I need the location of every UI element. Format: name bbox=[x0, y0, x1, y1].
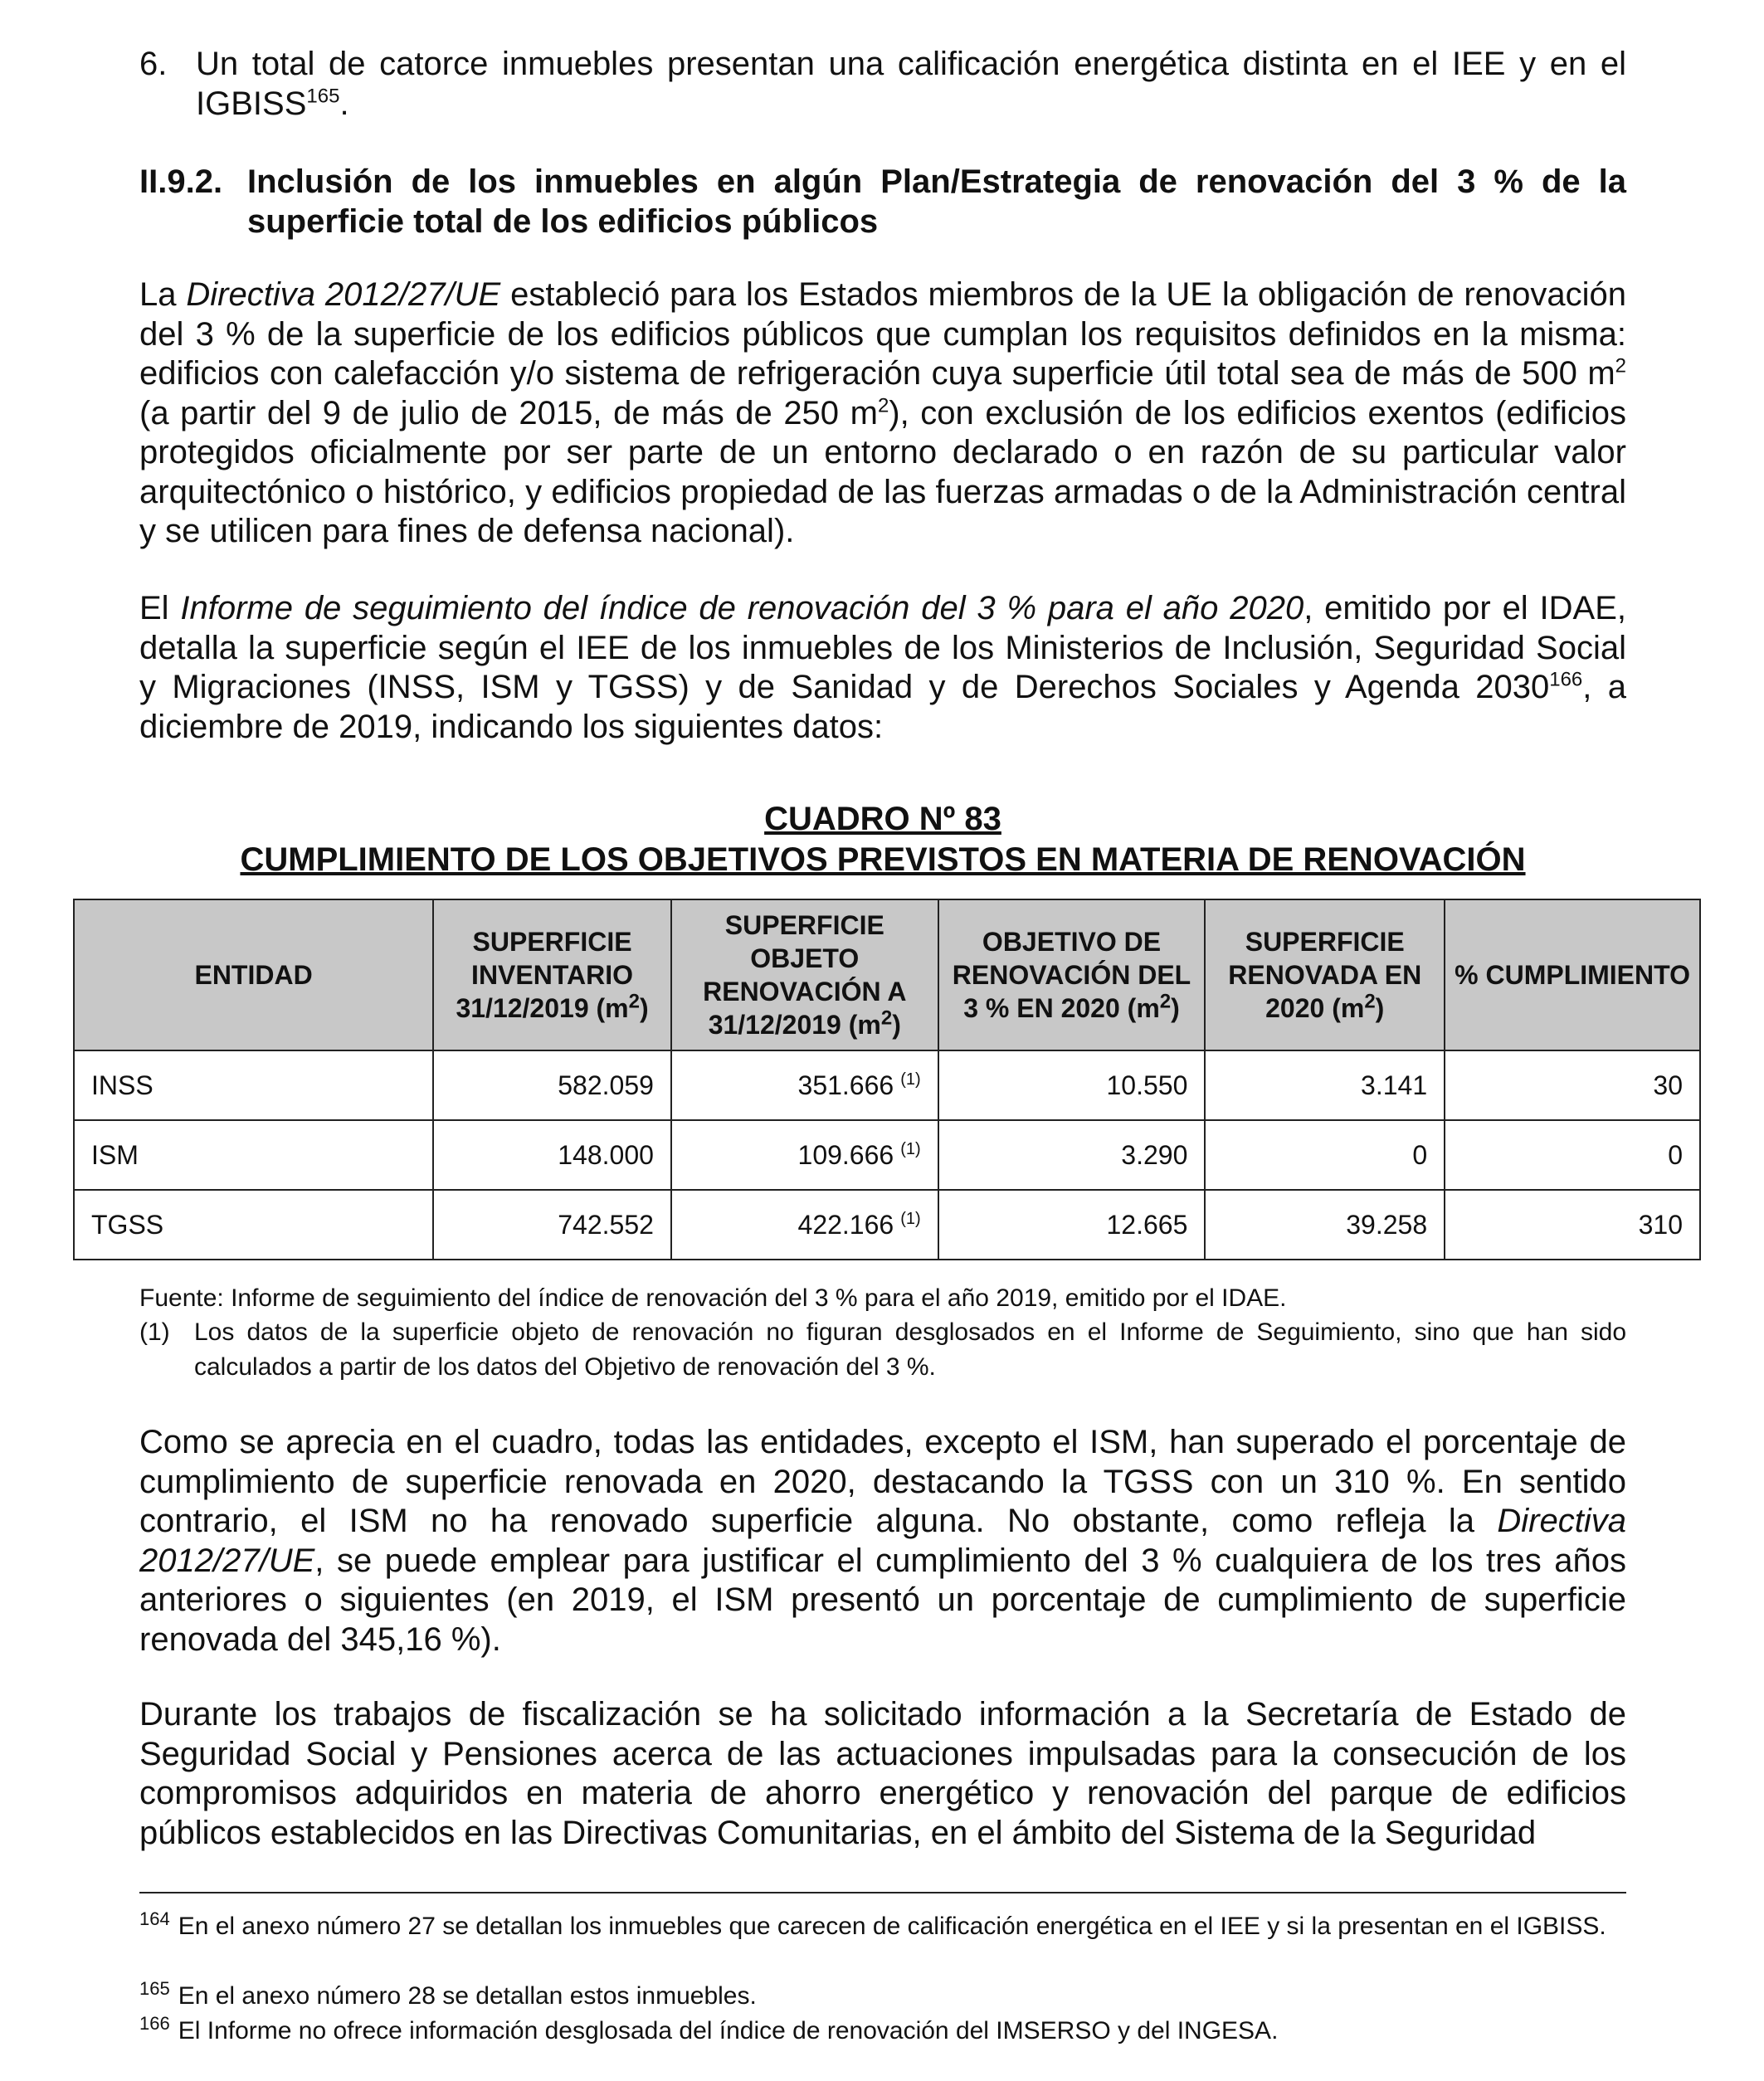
header-superficie-renovada: SUPERFICIE RENOVADA EN 2020 $(m^2)$ bbox=[1205, 899, 1445, 1050]
cell-entidad: ISM bbox=[74, 1120, 433, 1190]
table-source: Fuente: Informe de seguimiento del índice de renovación del 3 % para el año 2019, emitido por el IDAE. bbox=[139, 1284, 1287, 1312]
table-note-mark: (1) bbox=[139, 1318, 170, 1346]
footnote-text: En el anexo número 27 se detallan los inmuebles que carecen de calificación energética en el IEE y si la presentan en el IGBISS. bbox=[178, 1913, 1606, 1940]
cell-entidad: INSS bbox=[74, 1050, 433, 1120]
superscript: 2 bbox=[1615, 354, 1626, 378]
table-row bbox=[74, 1190, 1700, 1260]
table-header-row bbox=[74, 899, 1700, 1050]
header-objetivo-renovacion: OBJETIVO DE RENOVACIÓN DEL 3 % EN 2020 $(m^2)$ bbox=[938, 899, 1206, 1050]
paragraph-fiscalizacion: Durante los trabajos de fiscalización se ha solicitado información a la Secretaría de Estado de Seguridad Social y Pensiones acerca de las actuaciones impulsadas para la consecución de los compromisos adquiridos en materia de ahorro energético y renovación del parque de edificios públicos establecidos en las Directivas Comunitarias, en el ámbito del Sistema de la Seguridad bbox=[139, 1696, 1626, 1851]
table-row bbox=[74, 1050, 1700, 1120]
table-row bbox=[74, 1120, 1700, 1190]
footnote-number: 165 bbox=[139, 1978, 170, 1999]
header-superficie-objeto: SUPERFICIE OBJETO RENOVACIÓN A 31/12/2019 $(m^2)$ bbox=[671, 899, 938, 1050]
footnote-165 bbox=[139, 1980, 1626, 2013]
cell-inventario: 148.000 bbox=[433, 1120, 671, 1190]
cell-inventario: 582.059 bbox=[433, 1050, 671, 1120]
cell-renovada: 0 bbox=[1205, 1120, 1445, 1190]
directive-reference: Directiva 2012/27/UE bbox=[186, 276, 501, 313]
superscript: 2 bbox=[877, 394, 889, 417]
cell-renovada: 39.258 bbox=[1205, 1190, 1445, 1260]
cell-cumplimiento: 310 bbox=[1445, 1190, 1700, 1260]
note-mark: (1) bbox=[900, 1209, 921, 1228]
footnote-number: 164 bbox=[139, 1908, 170, 1929]
note-mark: (1) bbox=[900, 1139, 921, 1158]
table-title: CUMPLIMIENTO DE LOS OBJETIVOS PREVISTOS EN MATERIA DE RENOVACIÓN bbox=[240, 841, 1526, 878]
report-title: Informe de seguimiento del índice de renovación del 3 % para el año 2020 bbox=[180, 590, 1304, 626]
directive-reference: Directiva 2012/27/UE bbox=[139, 1503, 1626, 1579]
cell-cumplimiento: 0 bbox=[1445, 1120, 1700, 1190]
table-note-text: Los datos de la superficie objeto de renovación no figuran desglosados en el Informe de Seguimiento, sino que han sido calculados a partir de los datos del Objetivo de renovación del 3 %. bbox=[194, 1318, 1626, 1381]
footnote-number: 166 bbox=[139, 2013, 170, 2034]
footnote-164 bbox=[139, 1910, 1626, 1943]
cell-objeto: 351.666 $^{(1)}$ bbox=[671, 1050, 938, 1120]
renovation-table bbox=[73, 899, 1701, 1260]
footnote-166 bbox=[139, 2015, 1626, 2048]
cell-objetivo: 12.665 bbox=[938, 1190, 1206, 1260]
paragraph-directiva: La Directiva 2012/27/UE estableció para los Estados miembros de la UE la obligación de renovación del 3 % de la superficie de los edificios públicos que cumplan los requisitos definidos en la misma: edificios con calefacción y/o sistema de refrigeración cuya superficie útil total sea de más de 500 $m^2$ (a partir del 9 de julio de 2015, de más de 250 $m^2$), con exclusión de los edificios exentos (edificios protegidos oficialmente por ser parte de un entorno declarado o en razón de su particular valor arquitectónico o histórico, y edificios propiedad de las fuerzas armadas o de la Administración central y se utilicen para fines de defensa nacional). bbox=[139, 276, 1627, 549]
footnote-ref-165[interactable]: 165 bbox=[306, 85, 340, 108]
cell-objeto: 109.666 $^{(1)}$ bbox=[671, 1120, 938, 1190]
footnote-text: En el anexo número 28 se detallan estos inmuebles. bbox=[178, 1982, 757, 2010]
list-item-text: Un total de catorce inmuebles presentan una calificación energética distinta en el IEE y en el IGBISS$^{165}$. bbox=[196, 46, 1626, 122]
paragraph-analysis: Como se aprecia en el cuadro, todas las entidades, excepto el ISM, han superado el porcentaje de cumplimiento de superficie renovada en 2020, destacando la TGSS con un 310 %. En sentido contrario, el ISM no ha renovado superficie alguna. No obstante, como refleja la Directiva 2012/27/UE, se puede emplear para justificar el cumplimiento del 3 % cualquiera de los tres años anteriores o siguientes (en 2019, el ISM presentó un porcentaje de cumplimiento de superficie renovada del 345,16 %). bbox=[139, 1424, 1626, 1658]
header-superficie-inventario: SUPERFICIE INVENTARIO 31/12/2019 $(m^2)$ bbox=[433, 899, 671, 1050]
cell-renovada: 3.141 bbox=[1205, 1050, 1445, 1120]
section-title: Inclusión de los inmuebles en algún Plan/Estrategia de renovación del 3 % de la superficie total de los edificios públicos bbox=[247, 163, 1626, 240]
footnote-ref-166[interactable]: 166 bbox=[1549, 668, 1583, 691]
header-cumplimiento: % CUMPLIMIENTO bbox=[1445, 899, 1700, 1050]
cell-objeto: 422.166 $^{(1)}$ bbox=[671, 1190, 938, 1260]
cell-objetivo: 3.290 bbox=[938, 1120, 1206, 1190]
cell-inventario: 742.552 bbox=[433, 1190, 671, 1260]
cell-cumplimiento: 30 bbox=[1445, 1050, 1700, 1120]
table-number: CUADRO Nº 83 bbox=[764, 801, 1001, 837]
section-number: II.9.2. bbox=[139, 163, 223, 200]
footnote-separator bbox=[139, 1892, 1626, 1893]
cell-objetivo: 10.550 bbox=[938, 1050, 1206, 1120]
paragraph-informe: El Informe de seguimiento del índice de renovación del 3 % para el año 2020, emitido por el IDAE, detalla la superficie según el IEE de los inmuebles de los Ministerios de Inclusión, Seguridad Social y Migraciones (INSS, ISM y TGSS) y de Sanidad y de Derechos Sociales y Agenda 2030$^{166}$, a diciembre de 2019, indicando los siguientes datos: bbox=[139, 590, 1626, 745]
note-mark: (1) bbox=[900, 1070, 921, 1089]
header-entidad: ENTIDAD bbox=[74, 899, 433, 1050]
footnote-text: El Informe no ofrece información desglosada del índice de renovación del IMSERSO y del INGESA. bbox=[178, 2017, 1279, 2044]
list-item-number: 6. bbox=[139, 46, 168, 82]
cell-entidad: TGSS bbox=[74, 1190, 433, 1260]
